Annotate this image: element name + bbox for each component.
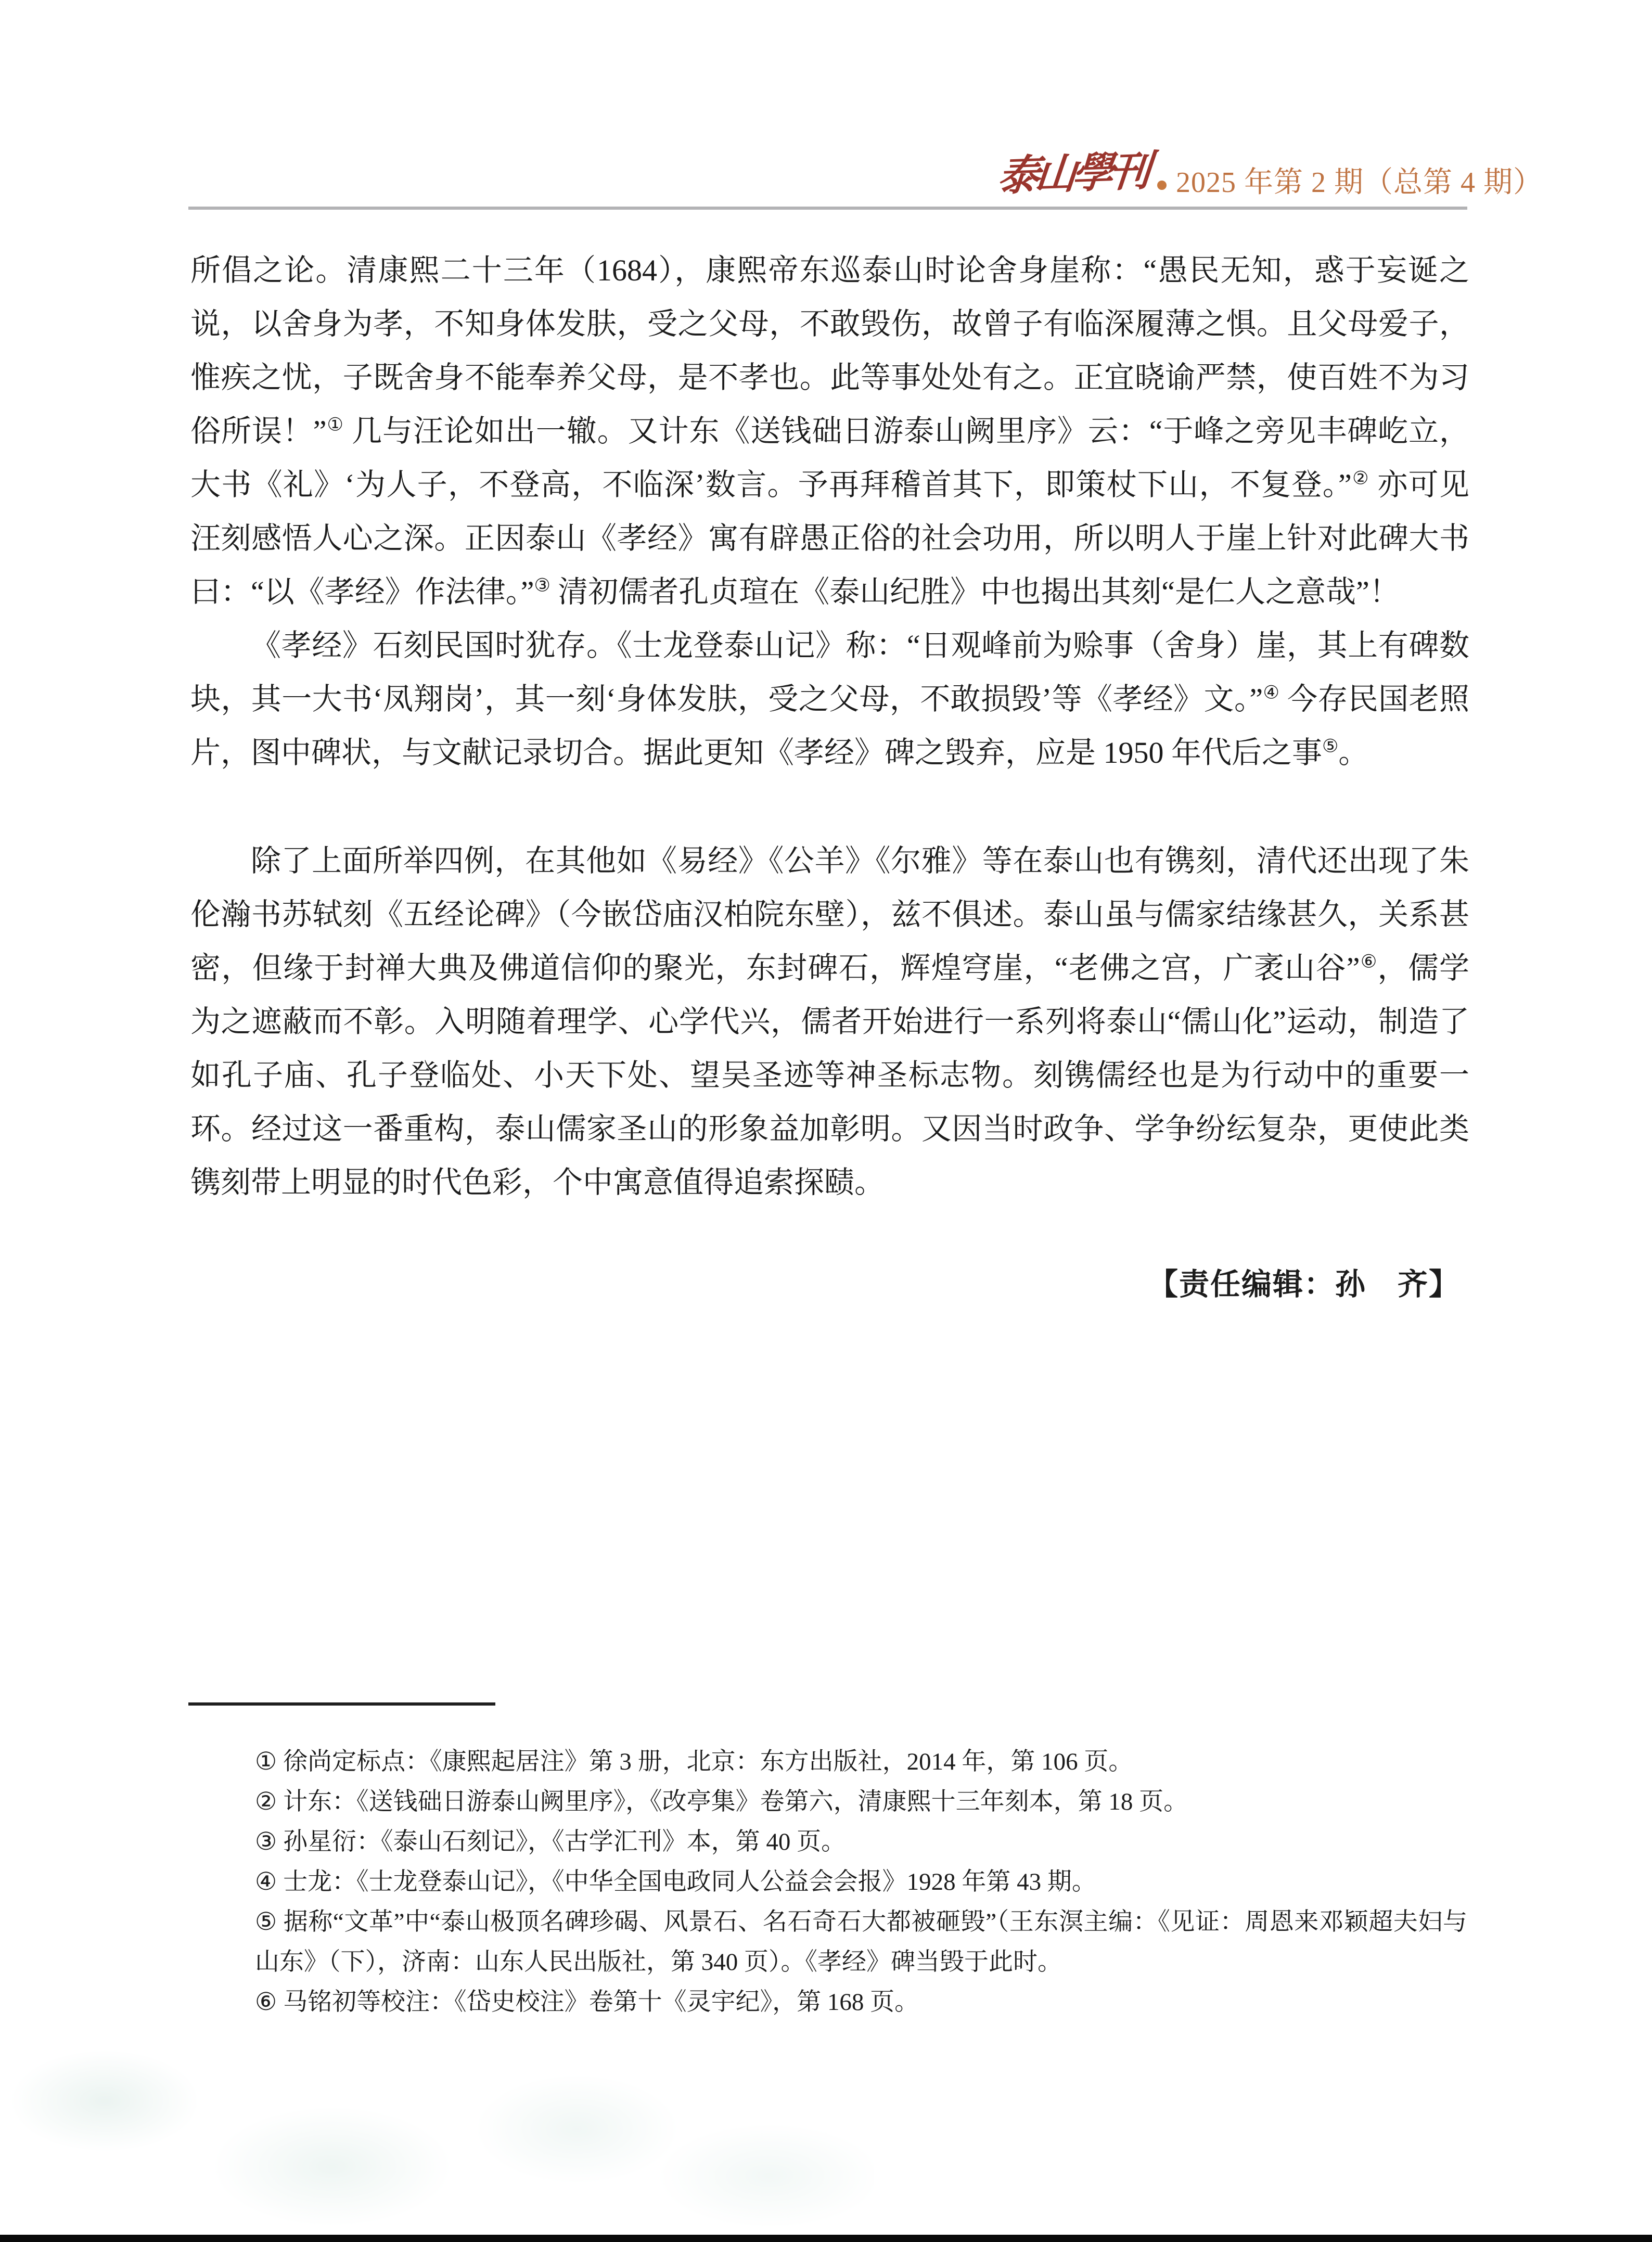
footnote-marker: ⑥ [255,1989,277,2016]
footnote-marker: ④ [255,1868,277,1895]
footnote-text: 马铭初等校注：《岱史校注》卷第十《灵宇纪》，第 168 页。 [283,1989,919,2016]
editor-credit: 【责任编辑：孙 齐】 [1147,1267,1460,1301]
issue-info: 2025 年第 2 期（总第 4 期） [1176,166,1543,199]
article-body [190,244,1469,1305]
paragraph: 除了上面所举四例，在其他如《易经》《公羊》《尔雅》等在泰山也有镌刻，清代还出现了朱伦瀚书苏轼刻《五经论碑》（今嵌岱庙汉柏院东壁），兹不俱述。泰山虽与儒家结缘甚久，关系甚密，但缘于封禅大典及佛道信仰的聚光，东封碑石，辉煌穹崖，“老佛之宫，广袤山谷”⑥，儒学为之遮蔽而不彰。入明随着理学、心学代兴，儒者开始进行一系列将泰山“儒山化”运动，制造了如孔子庙、孔子登临处、小天下处、望吴圣迹等神圣标志物。刻镌儒经也是为行动中的重要一环。经过这一番重构，泰山儒家圣山的形象益加彰明。又因当时政争、学争纷纭复杂，更使此类镌刻带上明显的时代色彩，个中寓意值得追索探赜。 [190,844,1469,1199]
footnote-item [255,1742,1467,1782]
footnote-ref: ③ [534,575,550,596]
footnotes-section [188,1702,1467,2022]
footnote-ref: ① [326,414,344,435]
footnote-marker: ① [255,1748,277,1775]
footnote-item [255,1782,1467,1822]
footnote-item [255,1862,1467,1902]
journal-logo: 泰山學刊 [995,149,1148,200]
footnote-text: 据称“文革”中“泰山极顶名碑珍碣、风景石、名石奇石大都被砸毁”（王东溟主编：《见证：周恩来邓颖超夫妇与山东》（下），济南：山东人民出版社，第 340 页）。《孝经》碑当毁于此时。 [255,1908,1467,1976]
footnote-marker: ② [255,1788,277,1815]
footnote-item [255,1822,1467,1862]
header-rule [188,207,1467,210]
footnote-text: 徐尚定标点：《康熙起居注》第 3 册，北京：东方出版社，2014 年，第 106 页。 [283,1748,1133,1775]
paragraph: 《孝经》石刻民国时犹存。《士龙登泰山记》称：“日观峰前为赊事（舍身）崖，其上有碑数块，其一大书‘凤翔岗’，其一刻‘身体发肤，受之父母，不敢损毁’等《孝经》文。”④ 今存民国老照片，图中碑状，与文献记录切合。据此更知《孝经》碑之毁弃，应是 1950 年代后之事⑤。 [190,629,1469,770]
footnote-marker: ③ [255,1828,277,1855]
footnote-marker: ⑤ [255,1908,277,1936]
footnote-ref: ② [1351,468,1369,489]
footnote-separator-rule [188,1702,495,1706]
bullet-separator-icon [1157,181,1167,190]
page-header [0,0,1652,239]
footnote-text: 计东：《送钱础日游泰山阙里序》，《改亭集》卷第六，清康熙十三年刻本，第 18 页。 [283,1788,1188,1815]
footnote-item [255,1982,1467,2022]
footnote-ref: ④ [1263,682,1280,703]
page-bottom-edge [0,2235,1652,2242]
paragraph: 所倡之论。清康熙二十三年（1684），康熙帝东巡泰山时论舍身崖称：“愚民无知，惑于妄诞之说，以舍身为孝，不知身体发肤，受之父母，不敢毁伤，故曾子有临深履薄之惧。且父母爱子，惟疾之忧，子既舍身不能奉养父母，是不孝也。此等事处处有之。正宜晓谕严禁，使百姓不为习俗所误！”① 几与汪论如出一辙。又计东《送钱础日游泰山阙里序》云：“于峰之旁见丰碑屹立，大书《礼》‘为人子，不登高，不临深’数言。予再拜稽首其下，即策杖下山，不复登。”② 亦可见汪刻感悟人心之深。正因泰山《孝经》寓有辟愚正俗的社会功用，所以明人于崖上针对此碑大书曰：“以《孝经》作法律。”③ 清初儒者孔贞瑄在《泰山纪胜》中也揭出其刻“是仁人之意哉”！ [190,253,1469,609]
footnote-list [188,1742,1467,2022]
faint-watermark [0,2045,874,2232]
footnote-ref: ⑤ [1322,736,1339,757]
footnote-text: 孙星衍：《泰山石刻记》，《古学汇刊》本，第 40 页。 [283,1828,846,1855]
footnote-item [255,1902,1467,1982]
footnote-ref: ⑥ [1360,951,1378,972]
footnote-text: 士龙：《士龙登泰山记》，《中华全国电政同人公益会会报》1928 年第 43 期。 [283,1868,1096,1895]
